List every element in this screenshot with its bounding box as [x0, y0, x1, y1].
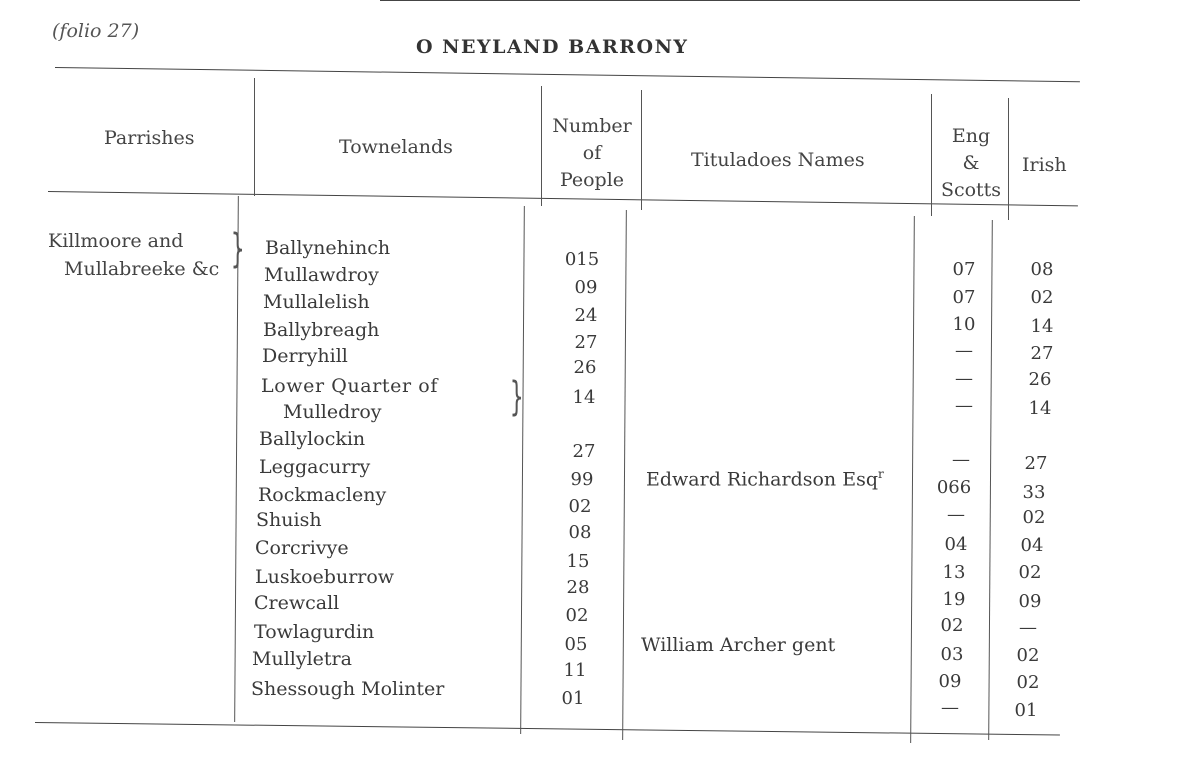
eng-scotts-count: — — [941, 697, 959, 718]
people-count: 09 — [574, 277, 598, 298]
irish-count: 27 — [1024, 453, 1048, 474]
header-parrishes: Parrishes — [104, 127, 195, 149]
col-divider-1 — [254, 78, 255, 196]
people-count: 15 — [566, 551, 590, 572]
towneland-row: Derryhill — [262, 345, 348, 367]
rule-under-title — [55, 67, 1080, 82]
parish-name-line-2: Mullabreeke &c — [64, 258, 220, 280]
page-title: O NEYLAND BARRONY — [416, 36, 689, 58]
irish-count: 14 — [1030, 316, 1054, 337]
towneland-row: Crewcall — [254, 592, 340, 614]
eng-scotts-count: 09 — [938, 671, 962, 692]
towneland-row: Mullalelish — [263, 291, 370, 313]
titulado-william-archer: William Archer gent — [641, 634, 836, 656]
col-divider-3b — [622, 210, 627, 740]
titulado-edward-richardson — [646, 467, 884, 490]
parish-name-line-1: Killmoore and — [48, 230, 184, 252]
header-number-line-2: of — [582, 142, 602, 164]
irish-count: 02 — [1022, 507, 1046, 528]
eng-scotts-count: 10 — [952, 314, 976, 335]
people-count: 99 — [570, 469, 594, 490]
irish-count: 27 — [1030, 343, 1054, 364]
col-divider-1b — [234, 196, 239, 722]
folio-number: (folio 27) — [52, 20, 140, 42]
eng-scotts-count: 07 — [952, 259, 976, 280]
irish-count: 14 — [1028, 398, 1052, 419]
people-count: 24 — [574, 305, 598, 326]
people-count: 01 — [561, 688, 585, 709]
col-divider-4b — [910, 216, 915, 743]
irish-count: 02 — [1016, 672, 1040, 693]
people-count: 11 — [563, 660, 587, 681]
towneland-brace: } — [509, 374, 524, 420]
col-divider-2b — [520, 206, 525, 734]
eng-scotts-count: 066 — [936, 477, 972, 498]
eng-scotts-count: — — [955, 368, 973, 389]
irish-count: 01 — [1014, 700, 1038, 721]
irish-count: 08 — [1030, 259, 1054, 280]
eng-scotts-count: 03 — [940, 644, 964, 665]
irish-count: 02 — [1018, 562, 1042, 583]
eng-scotts-count: — — [955, 340, 973, 361]
parish-brace: } — [230, 226, 245, 272]
titulado-edward-sup: r — [878, 467, 884, 481]
towneland-row: Ballynehinch — [265, 237, 391, 259]
towneland-row: Shessough Molinter — [251, 678, 445, 700]
towneland-row: Lower Quarter of — [261, 375, 438, 397]
irish-count: 02 — [1016, 645, 1040, 666]
towneland-row: Mulledroy — [283, 401, 382, 423]
towneland-row: Leggacurry — [259, 456, 371, 478]
col-divider-5 — [1008, 98, 1009, 220]
header-number-line-3: People — [559, 169, 625, 191]
people-count: 27 — [572, 441, 596, 462]
header-eng-scotts — [936, 123, 1006, 204]
people-count: 08 — [568, 522, 592, 543]
titulado-edward-name: Edward Richardson Esq — [646, 468, 878, 491]
towneland-row: Shuish — [256, 509, 322, 531]
header-irish: Irish — [1022, 154, 1067, 176]
eng-scotts-count: — — [955, 395, 973, 416]
eng-scotts-count: — — [947, 504, 965, 525]
towneland-row: Mullyletra — [252, 648, 352, 670]
rule-bottom — [35, 722, 1060, 736]
col-divider-2 — [541, 86, 542, 206]
eng-scotts-count: 04 — [944, 534, 968, 555]
irish-count: — — [1019, 617, 1037, 638]
header-eng-line-3: Scotts — [940, 179, 1002, 201]
eng-scotts-count: 19 — [942, 589, 966, 610]
people-count: 02 — [568, 496, 592, 517]
eng-scotts-count: 07 — [952, 287, 976, 308]
people-count: 26 — [573, 357, 597, 378]
people-count: 05 — [564, 634, 588, 655]
towneland-row: Corcrivye — [255, 537, 349, 559]
col-divider-3 — [641, 90, 642, 210]
header-tituladoes: Tituladoes Names — [691, 149, 865, 171]
people-count: 28 — [566, 577, 590, 598]
towneland-row: Rockmacleny — [258, 484, 387, 506]
towneland-row: Ballylockin — [259, 428, 366, 450]
eng-scotts-count: — — [952, 449, 970, 470]
header-townelands: Townelands — [339, 136, 453, 158]
header-number-line-1: Number — [552, 115, 632, 137]
irish-count: 33 — [1022, 482, 1046, 503]
eng-scotts-count: 13 — [942, 562, 966, 583]
people-count: 14 — [572, 387, 596, 408]
header-eng-line-1: Eng — [951, 125, 991, 147]
towneland-row: Mullawdroy — [264, 264, 379, 286]
irish-count: 09 — [1018, 591, 1042, 612]
irish-count: 02 — [1030, 287, 1054, 308]
towneland-row: Towlagurdin — [254, 621, 375, 643]
eng-scotts-count: 02 — [940, 615, 964, 636]
people-count: 27 — [574, 332, 598, 353]
people-count: 02 — [565, 605, 589, 626]
towneland-row: Luskoeburrow — [255, 566, 395, 588]
rule-top-right — [380, 0, 1080, 1]
towneland-row: Ballybreagh — [263, 319, 380, 341]
col-divider-4 — [931, 94, 932, 216]
people-count: 015 — [564, 249, 600, 270]
header-eng-line-2: & — [962, 152, 980, 174]
header-number-of-people — [546, 113, 638, 194]
irish-count: 26 — [1028, 369, 1052, 390]
irish-count: 04 — [1020, 535, 1044, 556]
